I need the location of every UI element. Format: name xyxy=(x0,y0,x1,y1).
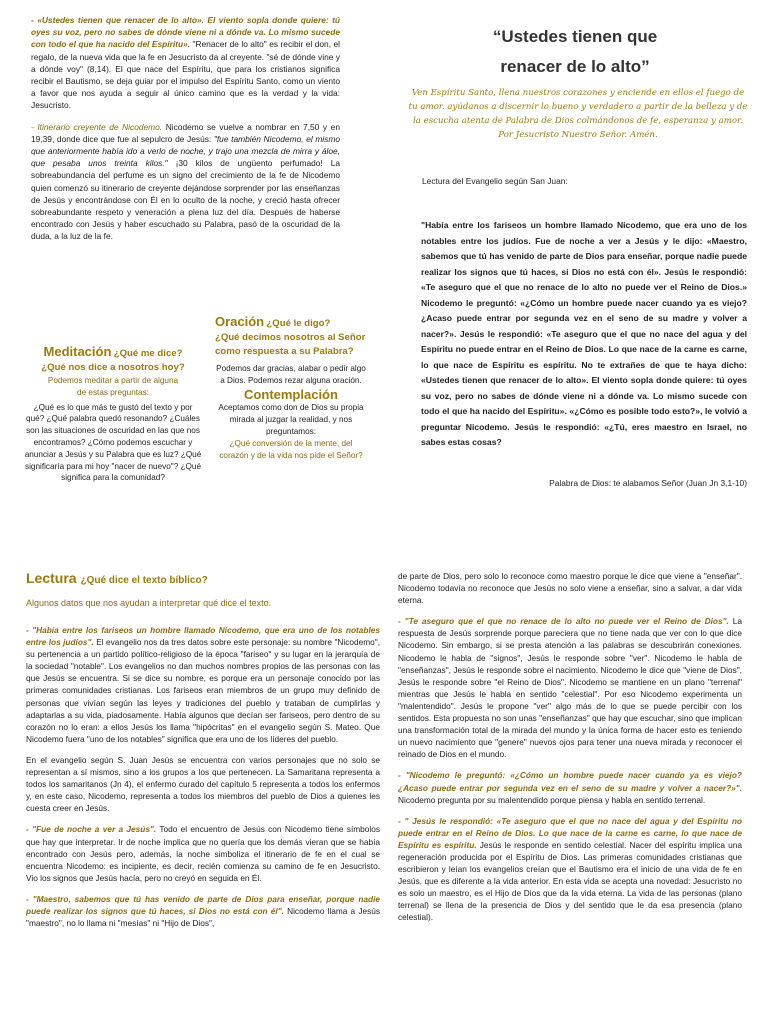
lectura-paragraph-3 xyxy=(26,823,380,883)
lectura-quote-r2: - "Te aseguro que el que no renace de lo alto no puede ver el Reino de Dios". xyxy=(398,616,729,627)
lectura-text-r2: La respuesta de Jesús sorprende porque pareciera que no tiene nada que ver con lo que dice Nicodemo. Sin embargo, si se presta atención a las palabras se descubrirán conexiones. Nicodemo le habla de "signos", Jesús le responde sobre "ver". Nicodemo le habla de "enseñanzas", Jesús le responde sobre el nacimiento. Nicodemo le dice que "viene de Dios", Jesús le responde sobre "el Reino de Dios". Nicodemo se mantiene en un plano "terrenal" mientras que Jesús le habla en sentido "celestial". Por eso Nicodemo experimenta un "malentendido". Jesús le propone "ver" algo más de lo que se puede percibir con los sentidos. Esta propuesta no son unas "enseñanzas" que hay que escuchar, sino que implican una transformación total de la mirada del mundo y la única forma de hacer esto es teniendo un nuevo nacimiento que "genere" nuevos ojos para tener una nueva mirada y reconocer el reinado de Dios en el mundo. xyxy=(398,616,742,760)
bottom-panel xyxy=(0,548,768,1024)
quote-renacer: - «Ustedes tienen que renacer de lo alto». El viento sopla donde quiere: tú oyes su voz, pero no sabes de dónde viene ni a dónde va. Lo mismo sucede con todo el que ha nacido del Espíritu». xyxy=(31,15,340,50)
lectura-left-column xyxy=(26,624,380,938)
contemplacion-heading: Contemplación xyxy=(244,386,338,402)
oracion-body: Podemos dar gracias, alabar o pedir algo a Dios. Podemos rezar alguna oración. xyxy=(216,364,366,385)
text-renacer: "Renacer de lo alto" es recibir el don, el regalo, de la nueva vida que la fe en Jesucristo da al creyente. "sé de dónde vine y a dónde voy" (8,14). El que nace del Espíritu, que para los cristianos significa recibir el Bautismo, se deja guiar por el impulso del Espíritu Santo, como un viento a favor que nos ayuda a seguir al único camino que es la verdad y la vida: Jesucristo. xyxy=(31,39,340,111)
meditacion-question-2: ¿Qué nos dice a nosotros hoy? xyxy=(41,362,185,373)
reflection-column xyxy=(31,14,340,252)
closing-acclamation: Palabra de Dios: te alabamos Señor (Juan Jn 3,1-10) xyxy=(549,478,747,488)
lectura-paragraph-2: En el evangelio según S. Juan Jesús se encuentra con varios personajes que no solo se representan a sí mismos, sino a los grupos a los que pertenecen. La Samaritana representa a todos los samaritanos (Jn 4), el enfermo curado del capítulo 5 representa a todos los enfermos y, en este caso, Nicodemo, representa a todos los miembros del pueblo de Dios a quienes les cuesta creer en Jesús. xyxy=(26,754,380,814)
lectura-question: ¿Qué dice el texto bíblico? xyxy=(80,575,208,586)
lectura-right-column xyxy=(398,570,742,933)
paragraph-itinerario xyxy=(31,121,340,243)
lectura-paragraph-r4 xyxy=(398,815,742,924)
oracion-heading: Oración xyxy=(215,314,265,329)
oracion-block xyxy=(215,316,367,461)
oracion-question-1: ¿Qué le digo? xyxy=(266,318,331,329)
lectura-quote-r4: - " Jesús le respondió: «Te aseguro que el que no nace del agua y del Espíritu no puede entrar en el Reino de Dios. Lo que nace de la carne es carne, lo que nace de Espíritu es espíritu. xyxy=(398,815,742,850)
meditacion-body: ¿Qué es lo que más te gustó del texto y por qué? ¿Qué palabra quedó resonando? ¿Cuáles son las situaciones de oscuridad en las que nos encontramos? ¿Cómo podemos escuchar y anunciar a Jesús y su Palabra que es luz? ¿Qué significaría para mi hoy "nacer de nuevo"? ¿Qué significa para la comunidad? xyxy=(24,402,202,483)
lectura-text-1: El evangelio nos da tres datos sobre este personaje: su nombre "Nicodemo", su pertenencia a un partido político-religioso de la época "fariseo" y su lugar en la jerarquía de la sociedad "notable". Los evangelios no dan muchos nombres propios de las personas con las que Jesús se encuentra. Si se dice su nombre, es porque era un personaje conocido por las primeras comunidades cristianas. Los fariseos eran miembros de un grupo muy definido de personas que vivían según las leyes y tradiciones del pueblo y trataban de cumplirlas y adaptarlas a su vida, piadosamente. Había algunos que decían ser fariseos, pero dentro de su corazón no lo eran: a ellos Jesús los llama "hipócritas" en el evangelio según S. Mateo. Que Nicodemo fuera "uno de los notables" significa que era uno de los líderes del pueblo. xyxy=(26,637,380,744)
lectura-paragraph-r1: de parte de Dios, pero solo lo reconoce como maestro porque le dice que viene a "enseñar". Nicodemo todavía no reconoce que Jesús no solo viene a enseñar, sino a salvar, a dar vida eterna. xyxy=(398,571,742,606)
meditacion-block xyxy=(24,346,202,484)
lectura-quote-4: - "Maestro, sabemos que tú has venido de parte de Dios para enseñar, porque nadie puede realizar los signos que tú haces, si Dios no está con él". xyxy=(26,893,380,916)
gospel-text: "Había entre los fariseos un hombre llamado Nicodemo, que era uno de los notables entre los judíos. Fue de noche a ver a Jesús y le dijo: «Maestro, sabemos que tú has venido de parte de Dios para enseñar, porque nadie puede realizar los signos que tú haces, si Dios no está con él». Jesús le respondió: «Te aseguro que el que no renace de lo alto no puede ver el Reino de Dios.» Nicodemo le preguntó: «¿Cómo un hombre puede nacer cuando ya es viejo? ¿Acaso puede entrar por segunda vez en el seno de su madre y volver a nacer?». Jesús le respondió: «Te aseguro que el que no nace del agua y del Espíritu no puede entrar en el Reino de Dios. Lo que nace de la carne es carne, lo que nace de Espíritu es espíritu. No te extrañes de que te haya dicho: «Ustedes tienen que renacer de lo alto». El viento sopla donde quiere: tú oyes su voz, pero no sabes de dónde viene ni a dónde va. Lo mismo sucede con todo el que ha nacido del Espíritu». «¿Cómo es posible todo esto?», le volvió a preguntar Nicodemo. Jesús le respondió: «¿Tú, eres maestro en Israel, no sabes estas cosas? xyxy=(421,220,747,447)
lectura-quote-3: - "Fue de noche a ver a Jesús". xyxy=(26,824,157,835)
oracion-question-2: ¿Qué decimos nosotros al Señor como respuesta a su Palabra? xyxy=(215,332,366,357)
title-line-1: “Ustedes tienen que xyxy=(492,27,658,46)
meditacion-question-1: ¿Qué me dice? xyxy=(113,348,183,359)
contemplacion-body: Aceptamos como don de Dios su propia mirada al juzgar la realidad, y nos preguntamos: xyxy=(218,403,364,436)
text-itinerario-2: ¡30 kilos de ungüento perfumado! La sobreabundancia del perfume es un signo del crecimiento de la fe de Nicodemo quien comenzó su itinerario de creyente dejándose sorprender por las enseñanzas de Jesús y encontrándose con Él en lo oculto de la noche, y creció hasta ofrecer sobreabundante respeto y veneración a plena luz del día. Después de haberse encontrado con Jesús y haber escuchado su Palabra, pasó de la oscuridad de la duda, a la luz de la fe. xyxy=(31,158,341,242)
lectura-paragraph-1 xyxy=(26,624,380,745)
quote-sepulcro: "fue también Nicodemo, el mismo que anteriormente había ido a verlo de noche, y trajo una mezcla de mirra y áloe, que pesaba unos treinta kilos." xyxy=(31,133,340,169)
lectura-text-3: Todo el encuentro de Jesús con Nicodemo tiene símbolos que hay que interpretar. Ir de noche implica que no quería que los demás vieran que se había encontrado con Jesús pero, además, la noche simboliza el itinerario de fe en el cual se encuentra Nicodemo: es incipiente, es decir, recién comienza su camino de fe en Jesucristo. Vio los signos que Jesús hacía, pero no creyó en seguida en Él. xyxy=(26,824,380,883)
meditacion-heading: Meditación xyxy=(43,344,112,359)
contemplacion-question: ¿Qué conversión de la mente, del corazón y de la vida nos pide el Señor? xyxy=(219,438,363,460)
quote-itinerario: - Itinerario creyente de Nicodemo. xyxy=(31,121,163,132)
lectura-heading: Lectura xyxy=(26,570,77,586)
lectura-text-r3: Nicodemo pregunta por su malentendido porque piensa y habla en sentido terrenal. xyxy=(398,794,706,805)
lectura-quote-1: - "Había entre los fariseos un hombre llamado Nicodemo, que era uno de los notables entre los judíos". xyxy=(26,625,380,648)
lectura-quote-r3: - "Nicodemo le preguntó: «¿Cómo un hombre puede nacer cuando ya es viejo? ¿Acaso puede entrar por segunda vez en el seno de su madre y volver a nacer?»". xyxy=(398,770,742,793)
paragraph-renacer xyxy=(31,14,340,112)
lectura-text-4: Nicodemo llama a Jesús "maestro", no lo llama ni "mesías" ni "Hijo de Dios", xyxy=(26,905,380,929)
text-itinerario-1: Nicodemo se vuelve a nombrar en 7,50 y en 19,39, donde dice que fue al sepulcro de Jesús: xyxy=(31,121,340,144)
reading-label: Lectura del Evangelio según San Juan: xyxy=(422,176,568,186)
title-line-2: renacer de lo alto” xyxy=(500,57,650,76)
lectura-paragraph-4 xyxy=(26,893,380,929)
meditacion-sub: Podemos meditar a partir de alguna de estas preguntas: xyxy=(47,376,179,397)
opening-prayer: Ven Espíritu Santo, llena nuestros corazones y enciende en ellos el fuego de tu amor. ayúdanos a discernir lo bueno y verdadero a partir de la belleza y de la escucha atenta de Palabra de Dios colmándonos de fe, esperanza y amor. Por Jesucristo Nuestro Señor. Amén. xyxy=(408,88,748,140)
lectura-title xyxy=(26,570,208,586)
lectura-paragraph-r3 xyxy=(398,769,742,805)
lectura-paragraph-r2 xyxy=(398,615,742,760)
lectura-text-r4: Jesús le responde en sentido celestial. Nacer del espíritu implica una regeneración producida por el Espíritu de Dios. Las primeras comunidades cristianas que escribieron y leían los evangelios creían que el Bautismo era el inicio de una vida de fe en Jesús, que es diferente a la vida anterior. En esta vida se acepta una novedad: Jesucristo no es solo un maestro, es el Hijo de Dios que da la vida eterna. La vida de las personas (plano terrenal) se llena de la presencia de Dios y del sentido que le da esa presencia (plano celestial). xyxy=(398,839,742,923)
page-title xyxy=(410,22,740,82)
lectura-subtitle: Algunos datos que nos ayudan a interpretar qué dice el texto. xyxy=(26,598,272,608)
